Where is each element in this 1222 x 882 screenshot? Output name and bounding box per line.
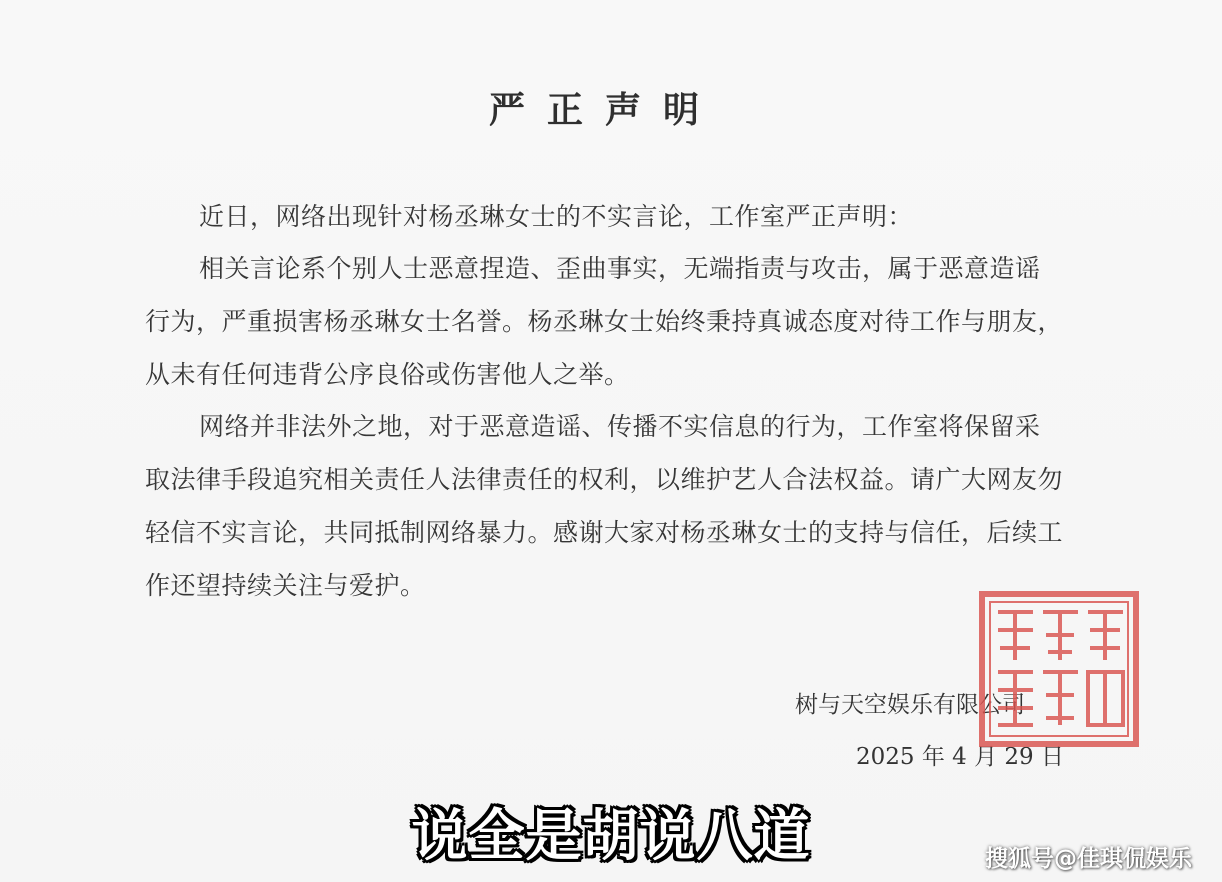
paragraph-intro: 近日，网络出现针对杨丞琳女士的不实言论，工作室严正声明： — [199, 202, 914, 231]
video-subtitle: 说全是胡说八道 — [411, 804, 811, 869]
paragraph-body-2: 网络并非法外之地，对于恶意造谣、传播不实信息的行为，工作室将保留采取法律手段追究相关责任人法律责任的权利，以维护艺人合法权益。请广大网友勿轻信不实言论，共同抵制网络暴力。感谢大家对杨丞琳女士的支持与信任，后续工作还望持续关注与爱护。 — [145, 412, 1064, 600]
document-title: 严正声明 — [488, 89, 721, 131]
signature-date: 2025 年 4 月 29 日 — [856, 744, 1064, 770]
source-watermark: 搜狐号@佳琪侃娱乐 — [985, 846, 1192, 872]
paragraph-body-1: 相关言论系个别人士恶意捏造、歪曲事实，无端指责与攻击，属于恶意造谣行为，严重损害杨丞琳女士名誉。杨丞琳女士始终秉持真诚态度对待工作与朋友，从未有任何违背公序良俗或伤害他人之举。 — [145, 254, 1064, 389]
company-seal — [978, 590, 1140, 748]
signature-company: 树与天空娱乐有限公司 — [795, 692, 1025, 718]
